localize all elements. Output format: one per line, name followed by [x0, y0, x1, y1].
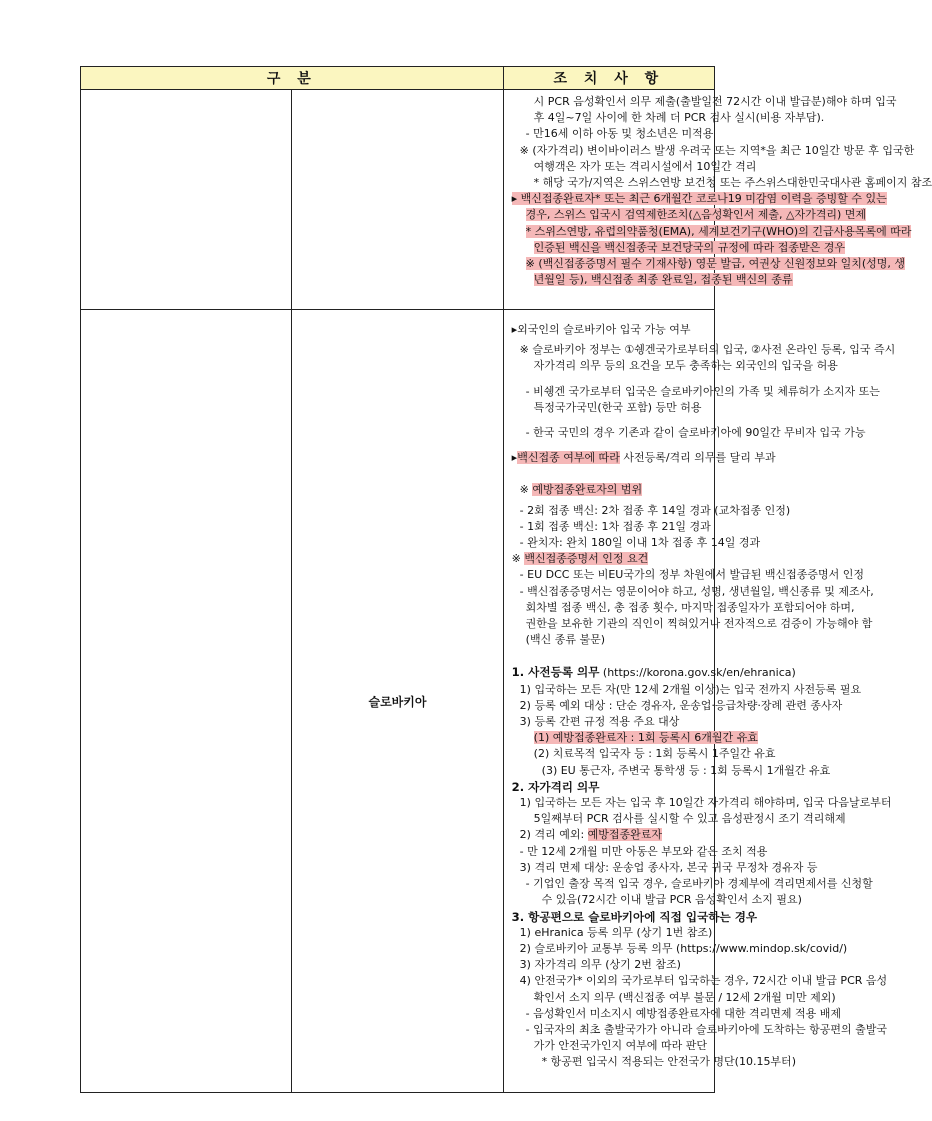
text-line: 여행객은 자가 또는 격리시설에서 10일간 격리 — [533, 159, 757, 173]
section3-item: 가가 안전국가인지 여부에 따라 판단 — [533, 1039, 708, 1053]
section1-item: 2) 등록 예외 대상 : 단순 경유자, 운송업·응급차량·장례 관련 종사자 — [519, 698, 843, 712]
highlight-line: 년월일 등), 백신접종 최종 완료일, 접종된 백신의 종류 — [533, 273, 793, 287]
section3-item: - 음성확인서 미소지시 예방접종완료자에 대한 격리면제 적용 배제 — [525, 1006, 842, 1020]
cert-item: 권한을 보유한 기관의 직인이 찍혀있거나 전자적으로 검증이 가능해야 함 — [525, 617, 873, 631]
completed-item: - 1회 접종 백신: 1차 접종 후 21일 경과 — [519, 519, 711, 533]
measures-table — [80, 66, 932, 1093]
section2-line: 5일째부터 PCR 검사를 실시할 수 있고 음성판정시 조기 격리해제 — [533, 812, 846, 826]
cert-item: (백신 종류 불문) — [525, 633, 605, 647]
section3-item: 4) 안전국가* 이외의 국가로부터 입국하는 경우, 72시간 이내 발급 PCR 음성 — [519, 974, 888, 988]
non-schengen-note: 특정국가국민(한국 포함) 등만 허용 — [533, 400, 702, 414]
completed-mark: ※ — [519, 483, 533, 497]
section2-line: 1) 입국하는 모든 자는 입국 후 10일간 자가격리 해야하며, 입국 다음날로부터 — [519, 796, 892, 810]
text-line: 시 PCR 음성확인서 의무 제출(출발일전 72시간 이내 발급분)해야 하며 입국 — [533, 95, 897, 108]
header-category: 구 분 — [81, 67, 504, 90]
section3-item: * 항공편 입국시 적용되는 안전국가 명단(10.15부터) — [541, 1055, 796, 1069]
section2-item: 3) 격리 면제 대상: 운송업 종사자, 본국 귀국 무정차 경유자 등 — [519, 860, 818, 874]
text-line: 후 4일~7일 사이에 한 차례 더 PCR 검사 실시(비용 자부담). — [533, 111, 825, 125]
section1-item: 1) 입국하는 모든 자(만 12세 2개월 이상)는 입국 전까지 사전등록 필요 — [519, 682, 862, 696]
slovakia-measures: ▸외국인의 슬로바키아 입국 가능 여부 ※ 슬로바키아 정부는 ①쉥겐국가로부터의 입국, ②사전 온라인 등록, 입국 즉시 자가격리 의무 등의 요건을 모두 충족하는 외국인의 입국을 허용 - 비쉥겐 국가로부터 입국은 슬로바키아인의 가족 및 체류허가 소지자 또는 특정국가국민(한국 포함) 등만 허용 - 한국 국민의 경우 기존과 같이 슬로바키아에 90일간 무비자 입국 가능 ▸백신접종 여부에 따라 사전등록/격리 의무를 달리 부과 ※ 예방접종완료자의 범위 - 2회 접종 백신: 2차 접종 후 14일 경과 (교차접종 인정) - 1회 접종 백신: 1차 접종 후 21일 경과 - 완치자: 완치 180일 이내 1차 접종 후 14일 경과 ※ 백신접종증명서 인정 요건 - EU DCC 또는 비EU국가의 정부 차원에서 발급된 백신접종증명서 인정 - 백신접종증명서는 영문이어야 하고, 성명, 생년월일, 백신종류 및 제조사, 회차별 접종 백신, 총 접종 횟수, 마지막 접종일자가 포함되어야 하며, 권한을 보유한 기관의 직인이 찍혀있거나 전자적으로 검증이 가능해야 함 (백신 종류 불문) 1. 사전등록 의무 (https://korona.gov.sk/en/ehranica) 1) 입국하는 모든 자(만 12세 2개월 이상)는 입국 전까지 사전등록 필요 2) 등록 예외 대상 : 단순 경유자, 운송업·응급차량·장례 관련 종사자 3) 등록 간편 규정 적용 주요 대상 (1) 예방접종완료자 : 1회 등록시 6개월간 유효 (2) 치료목적 입국자 등 : 1회 등록시 1주일간 유효 (3) EU 통근자, 주변국 통학생 등 : 1회 등록시 1개월간 유효 2. 자가격리 의무 1) 입국하는 모든 자는 입국 후 10일간 자가격리 해야하며, 입국 다음날로부터 5일째부터 PCR 검사를 실시할 수 있고 음성판정시 조기 격리해제 2) 격리 예외: 예방접종완료자 - 만 12세 2개월 미만 아동은 부모와 같은 조치 적용 3) 격리 면제 대상: 운송업 종사자, 본국 귀국 무정차 경유자 등 - 기업인 출장 목적 입국 경우, 슬로바키아 경제부에 격리면제서를 신청할 수 있음(72시간 이내 발급 PCR 음성확인서 소지 필요) 3. 항공편으로 슬로바키아에 직접 입국하는 경우 1) eHranica 등록 의무 (상기 1번 참조) 2) 슬로바키아 교통부 등록 의무 (https://www.mindop.sk/covid/) 3) 자가격리 의무 (상기 2번 참조) 4) 안전국가* 이외의 국가로부터 입국하는 경우, 72시간 이내 발급 PCR 음성 확인서 소지 의무 (백신접종 여부 불문 / 12세 2개월 미만 제외) - 음성확인서 미소지시 예방접종완료자에 대한 격리면제 적용 배제 - 입국자의 최초 출발국가가 아니라 슬로바키아에 도착하는 항공편의 출발국 가가 안전국가인지 여부에 따라 판단 * 항공편 입국시 적용되는 안전국가 명단(10.15부터) — [503, 310, 714, 1093]
cert-mark: ※ — [511, 552, 525, 566]
completed-item: - 완치자: 완치 180일 이내 1차 접종 후 14일 경과 — [519, 536, 761, 550]
section1-item: 3) 등록 간편 규정 적용 주요 대상 — [519, 715, 680, 729]
slovakia-row — [81, 310, 715, 1093]
text-line: - 만16세 이하 아동 및 청소년은 미적용 — [525, 127, 714, 141]
non-schengen-note: - 비쉥겐 국가로부터 입국은 슬로바키아인의 가족 및 체류허가 소지자 또는 — [525, 384, 880, 398]
section2-item: 수 있음(72시간 이내 발급 PCR 음성확인서 소지 필요) — [541, 893, 802, 907]
entry-title: ▸외국인의 슬로바키아 입국 가능 여부 — [511, 323, 691, 336]
country-cell-empty — [292, 90, 503, 310]
highlight-line: 인증된 백신을 백신접종국 보건당국의 규정에 따라 접종받은 경우 — [533, 240, 846, 254]
switzerland-row — [81, 90, 715, 310]
text-line: ※ (자가격리) 변이바이러스 발생 우려국 또는 지역*을 최근 10일간 방문 후 입국한 — [519, 143, 915, 157]
table-header-row — [81, 67, 715, 90]
region-cell — [81, 310, 292, 1093]
region-cell — [81, 90, 292, 310]
vaccine-highlight: 백신접종 여부에 따라 — [517, 451, 620, 465]
section2-exception-highlight: 예방접종완료자 — [587, 828, 663, 842]
completed-title: 예방접종완료자의 범위 — [532, 483, 643, 497]
section3-item: 3) 자가격리 의무 (상기 2번 참조) — [519, 958, 681, 972]
section3-title: 3. 항공편으로 슬로바키아에 직접 입국하는 경우 — [511, 909, 758, 924]
section3-item: - 입국자의 최초 출발국가가 아니라 슬로바키아에 도착하는 항공편의 출발국 — [525, 1022, 888, 1036]
section1-sub: (3) EU 통근자, 주변국 통학생 등 : 1회 등록시 1개월간 유효 — [541, 763, 831, 777]
switzerland-measures — [503, 90, 932, 310]
section3-item: 확인서 소지 의무 (백신접종 여부 불문 / 12세 2개월 미만 제외) — [533, 990, 836, 1004]
highlight-line: 경우, 스위스 입국시 검역제한조치(△음성확인서 제출, △자가격리) 면제 — [525, 208, 867, 222]
vaccine-note: 사전등록/격리 의무를 달리 부과 — [619, 451, 776, 465]
section3-item: 2) 슬로바키아 교통부 등록 의무 (https://www.mindop.sk/covid/) — [519, 941, 848, 955]
entry-note: 자가격리 의무 등의 요건을 모두 충족하는 외국인의 입국을 허용 — [533, 359, 838, 373]
section2-item: - 만 12세 2개월 미만 아동은 부모와 같은 조치 적용 — [519, 844, 768, 858]
section1-url: (https://korona.gov.sk/en/ehranica) — [599, 666, 796, 680]
cert-item: 회차별 접종 백신, 총 접종 횟수, 마지막 접종일자가 포함되어야 하며, — [525, 600, 855, 614]
section1-title: 1. 사전등록 의무 — [511, 665, 600, 680]
section3-item: 1) eHranica 등록 의무 (상기 1번 참조) — [519, 925, 713, 939]
highlight-line: * 스위스연방, 유럽의약품청(EMA), 세계보건기구(WHO)의 긴급사용목록에 따라 — [525, 224, 912, 238]
section2-title: 2. 자가격리 의무 — [511, 779, 600, 794]
text-line: * 해당 국가/지역은 스위스연방 보건청 또는 주스위스대한민국대사관 홈페이지 참조 — [533, 176, 932, 190]
section2-exception-label: 2) 격리 예외: — [519, 828, 588, 842]
header-measures: 조 치 사 항 — [503, 67, 714, 90]
korean-note: - 한국 국민의 경우 기존과 같이 슬로바키아에 90일간 무비자 입국 가능 — [525, 426, 866, 440]
highlight-line: ▸ 백신접종완료자* 또는 최근 6개월간 코로나19 미감염 이력을 증빙할 수 있는 — [511, 192, 887, 206]
section1-sub: (2) 치료목적 입국자 등 : 1회 등록시 1주일간 유효 — [533, 747, 776, 761]
section1-sub-highlight: (1) 예방접종완료자 : 1회 등록시 6개월간 유효 — [533, 731, 758, 745]
cert-item: - 백신접종증명서는 영문이어야 하고, 성명, 생년월일, 백신종류 및 제조사, — [519, 584, 874, 598]
country-name: 슬로바키아 — [292, 310, 503, 1093]
cert-title: 백신접종증명서 인정 요건 — [524, 552, 649, 566]
highlight-line: ※ (백신접종증명서 필수 기재사항) 영문 발급, 여권상 신원정보와 일치(성명, 생 — [525, 257, 905, 271]
cert-item: - EU DCC 또는 비EU국가의 정부 차원에서 발급된 백신접종증명서 인정 — [519, 568, 864, 582]
section2-item: - 기업인 출장 목적 입국 경우, 슬로바키아 경제부에 격리면제서를 신청할 — [525, 877, 873, 891]
completed-item: - 2회 접종 백신: 2차 접종 후 14일 경과 (교차접종 인정) — [519, 503, 791, 517]
entry-note: ※ 슬로바키아 정부는 ①쉥겐국가로부터의 입국, ②사전 온라인 등록, 입국 즉시 — [519, 343, 896, 357]
